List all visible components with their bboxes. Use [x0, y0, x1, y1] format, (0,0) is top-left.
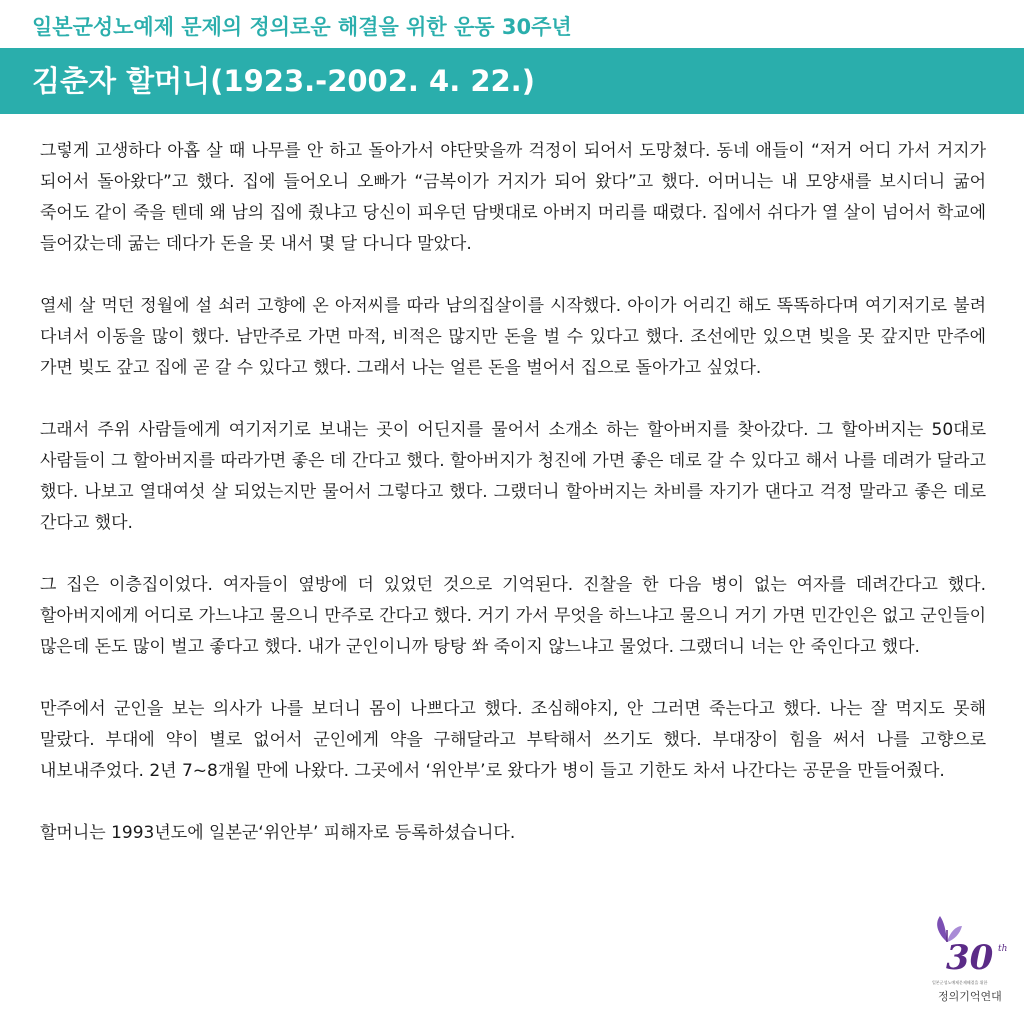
paragraph-5: 만주에서 군인을 보는 의사가 나를 보더니 몸이 나쁘다고 했다. 조심해야지, 안 그러면 죽는다고 했다. 나는 잘 먹지도 못해 말랐다. 부대에 약이 별로 없어서 군인에게 약을 구해달라고 부탁해서 쓰기도 했다. 부대장이 힘을 써서 나를 고향으로 내보내주었다. 2년 7~8개월 만에 나왔다. 그곳에서 ‘위안부’로 왔다가 병이 들고 기한도 차서 나간다는 공문을 만들어줬다.: [40, 699, 986, 781]
title-banner: [0, 48, 1024, 114]
paragraph-6: 할머니는 1993년도에 일본군‘위안부’ 피해자로 등록하셨습니다.: [40, 823, 516, 843]
logo-subtitle: 일본군성노예제문제해결을 위한: [932, 980, 988, 985]
organization-name: 정의기억연대: [938, 990, 1002, 1003]
paragraph-1: 그렇게 고생하다 아홉 살 때 나무를 안 하고 돌아가서 야단맞을까 걱정이 되어서 도망쳤다. 동네 애들이 “저거 어디 가서 거지가 되어서 돌아왔다”고 했다. 집에 들어오니 오빠가 “금복이가 거지가 되어 왔다”고 했다. 어머니는 내 모양새를 보시더니 굶어 죽어도 같이 죽을 텐데 왜 남의 집에 줬냐고 당신이 피우던 담뱃대로 아버지 머리를 때렸다. 집에서 쉬다가 열 살이 넘어서 학교에 들어갔는데 굶는 데다가 돈을 못 내서 몇 달 다니다 말았다.: [40, 141, 986, 254]
paragraph-3: 그래서 주위 사람들에게 여기저기로 보내는 곳이 어딘지를 물어서 소개소 하는 할아버지를 찾아갔다. 그 할아버지는 50대로 사람들이 그 할아버지를 따라가면 좋은 데 간다고 했다. 할아버지가 청진에 가면 좋은 데로 갈 수 있다고 해서 나를 데려가 달라고 했다. 나보고 열대여섯 살 되었는지만 물어서 그렇다고 했다. 그랬더니 할아버지는 차비를 자기가 댄다고 걱정 말라고 좋은 데로 간다고 했다.: [40, 420, 986, 533]
paragraph-2: 열세 살 먹던 정월에 설 쇠러 고향에 온 아저씨를 따라 남의집살이를 시작했다. 아이가 어리긴 해도 똑똑하다며 여기저기로 불려 다녀서 이동을 많이 했다. 남만주로 가면 마적, 비적은 많지만 돈을 벌 수 있다고 했다. 조선에만 있으면 빚을 못 갚지만 만주에 가면 빚도 갚고 집에 곧 갈 수 있다고 했다. 그래서 나는 얼른 돈을 벌어서 집으로 돌아가고 싶었다.: [40, 296, 986, 378]
anniversary-number: 30: [946, 938, 994, 978]
testimony-body: [40, 136, 986, 956]
campaign-title: 일본군성노예제 문제의 정의로운 해결을 위한 운동 30주년: [32, 15, 572, 39]
anniversary-logo: [916, 908, 1020, 1018]
page-title: 김춘자 할머니(1923.-2002. 4. 22.): [32, 64, 535, 98]
paragraph-4: 그 집은 이층집이었다. 여자들이 옆방에 더 있었던 것으로 기억된다. 진찰을 한 다음 병이 없는 여자를 데려간다고 했다. 할아버지에게 어디로 가느냐고 물으니 만주로 간다고 했다. 거기 가서 무엇을 하느냐고 물으니 거기 가면 민간인은 없고 군인들이 많은데 돈도 많이 벌고 좋다고 했다. 내가 군인이니까 탕탕 쏴 죽이지 않느냐고 물었다. 그랬더니 너는 안 죽인다고 했다.: [40, 575, 986, 657]
anniversary-suffix: th: [998, 944, 1008, 954]
